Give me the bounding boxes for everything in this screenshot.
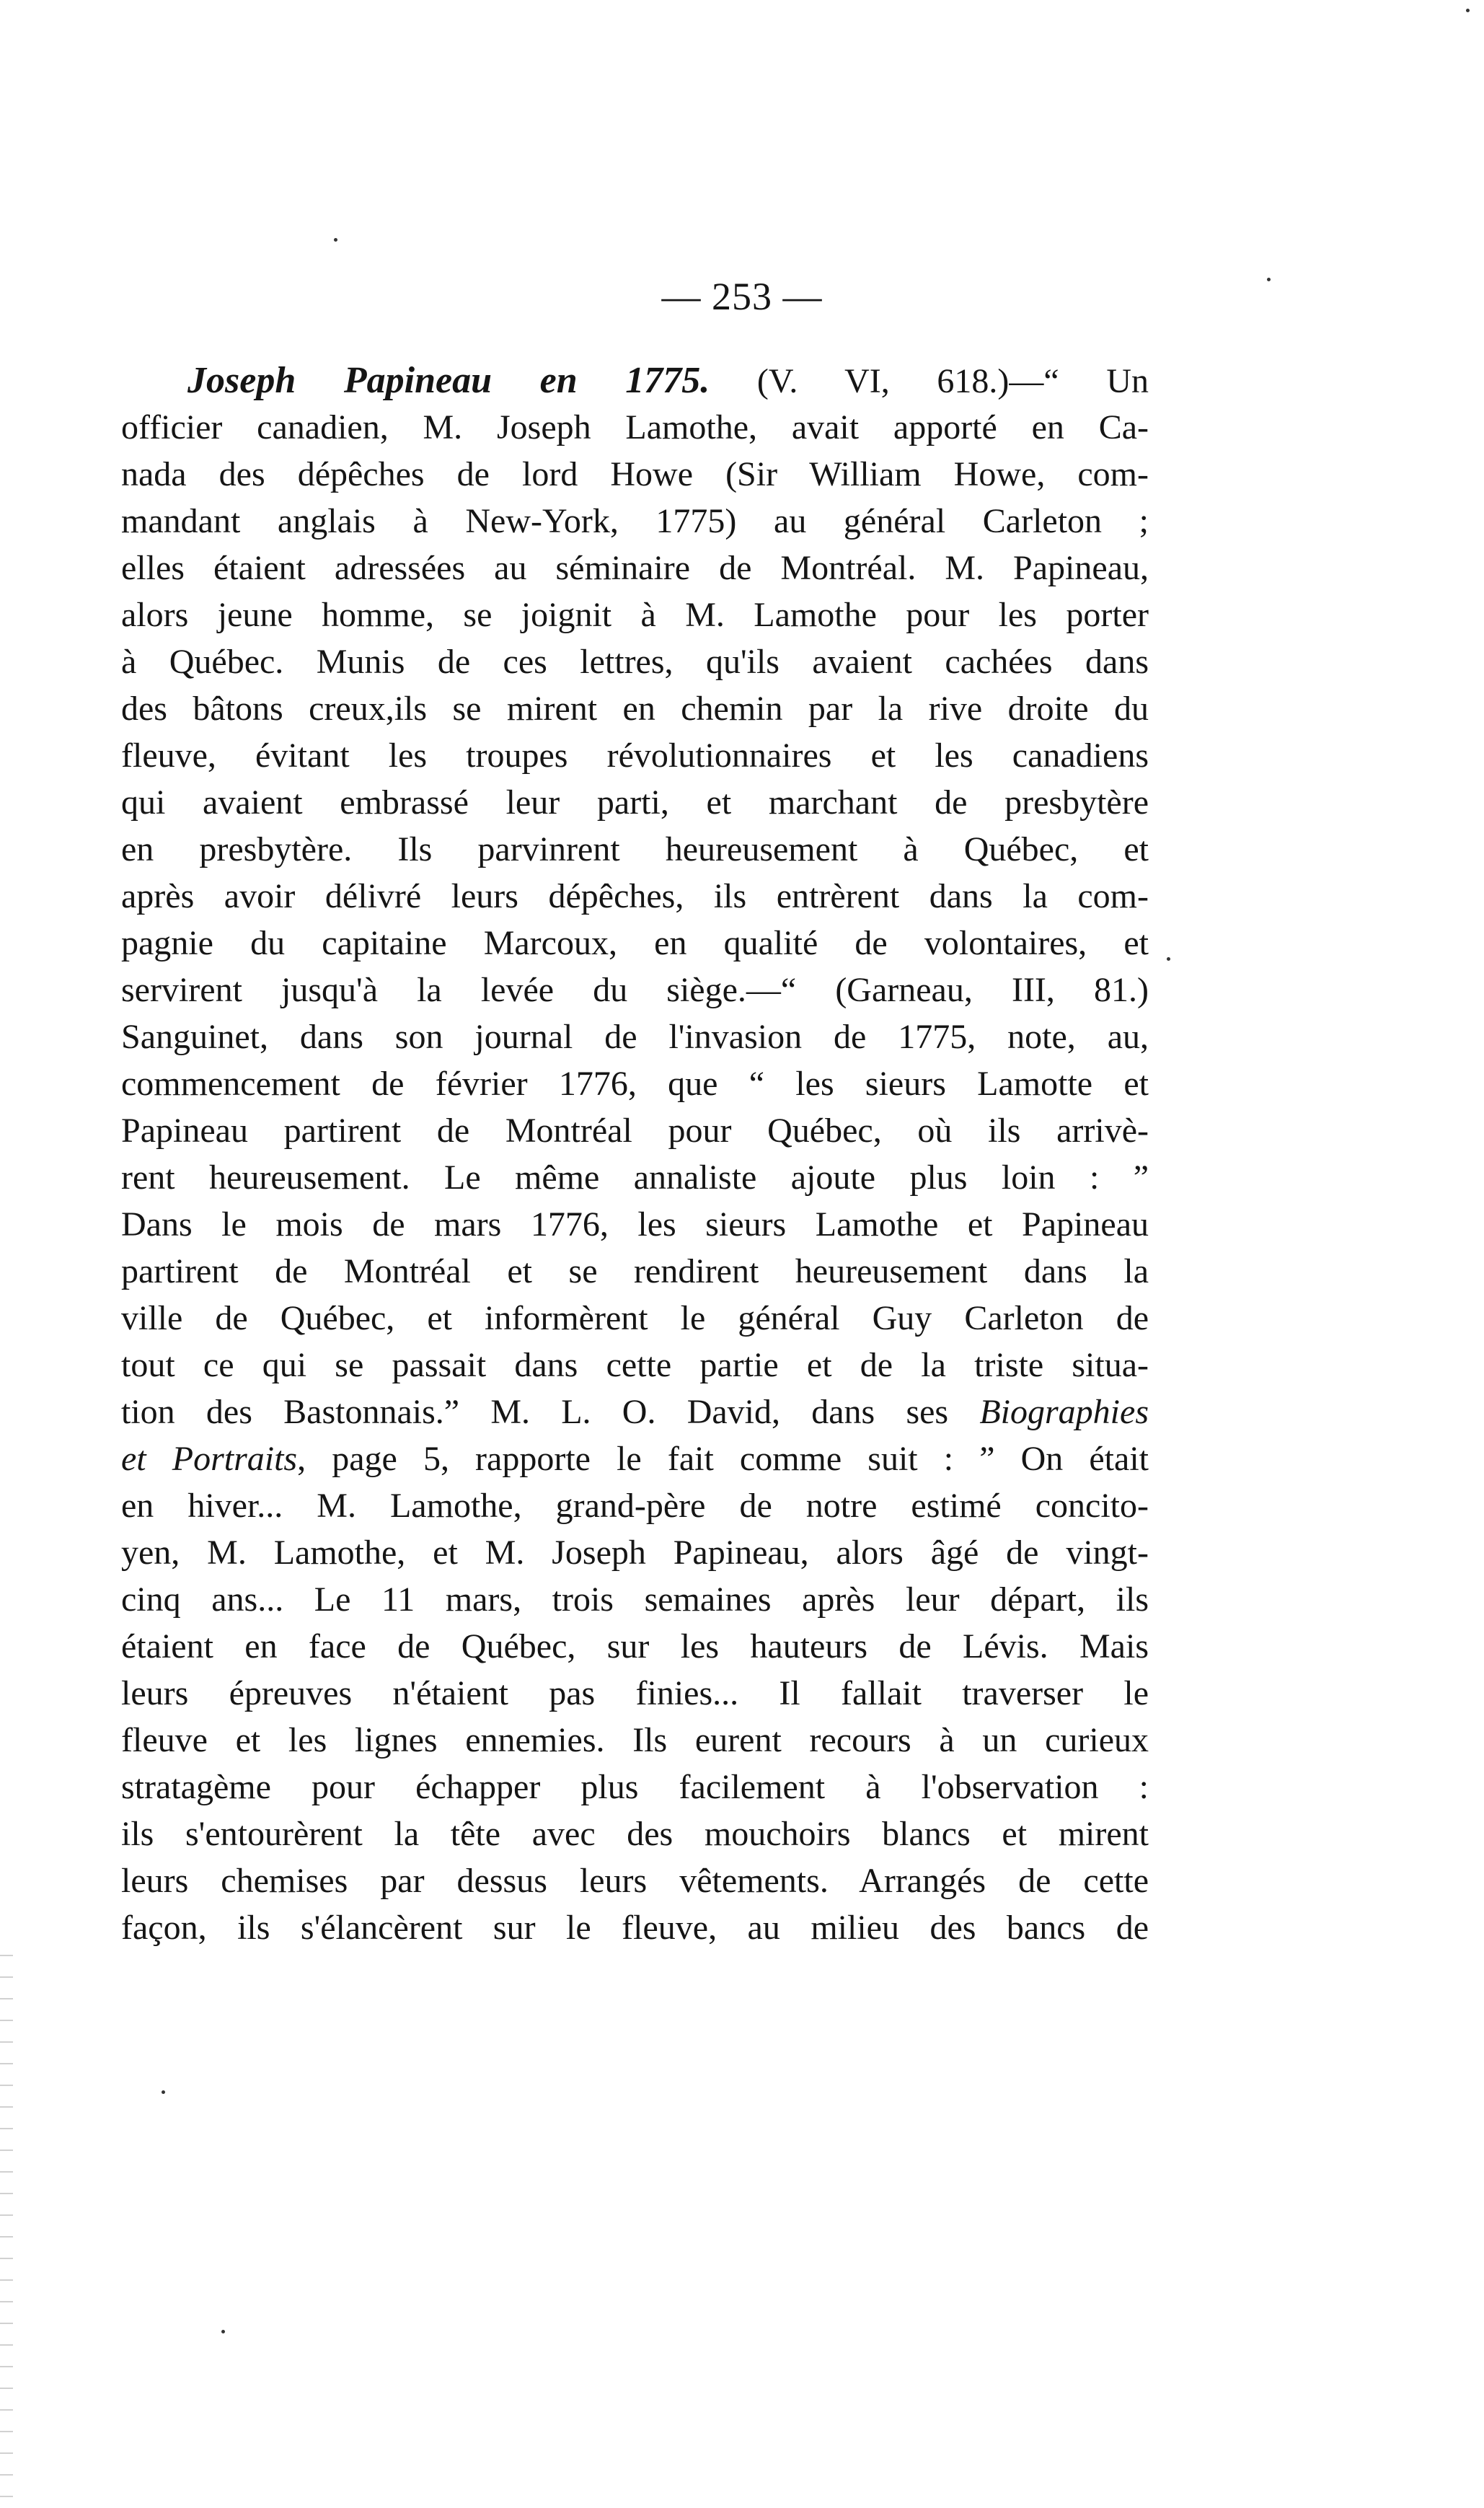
text-line: ville de Québec, et informèrent le général Guy Carleton de — [121, 1299, 1149, 1337]
italic-title: et Portraits — [121, 1440, 298, 1478]
text-line: elles étaient adressées au séminaire de Montréal. M. Papineau, — [121, 549, 1149, 587]
text-line: fleuve et les lignes ennemies. Ils eurent recours à un curieux — [121, 1721, 1149, 1759]
text-line: alors jeune homme, se joignit à M. Lamothe pour les porter — [121, 596, 1149, 634]
text-line: Papineau partirent de Montréal pour Québec, où ils arrivè- — [121, 1112, 1149, 1150]
text-line: des bâtons creux,ils se mirent en chemin par la rive droite du — [121, 690, 1149, 728]
paper-speck — [1267, 278, 1271, 281]
text-line: , page 5, rapporte le fait comme suit : ” On était — [297, 1440, 1149, 1478]
text-line: nada des dépêches de lord Howe (Sir William Howe, com- — [121, 455, 1149, 493]
text-line: pagnie du capitaine Marcoux, en qualité de volontaires, et — [121, 924, 1149, 962]
text-line: façon, ils s'élancèrent sur le fleuve, au milieu des bancs de — [121, 1909, 1149, 1947]
text-line: partirent de Montréal et se rendirent heureusement dans la — [121, 1252, 1149, 1290]
scan-edge-noise — [0, 1948, 13, 2508]
text-line: tout ce qui se passait dans cette partie et de la triste situa- — [121, 1346, 1149, 1384]
text-line-with-italic — [121, 1389, 1149, 1435]
text-line: en presbytère. Ils parvinrent heureusement à Québec, et — [121, 830, 1149, 868]
text-line: Sanguinet, dans son journal de l'invasion de 1775, note, au, — [121, 1018, 1149, 1056]
text-line: après avoir délivré leurs dépêches, ils entrèrent dans la com- — [121, 877, 1149, 915]
text-line: fleuve, évitant les troupes révolutionnaires et les canadiens — [121, 736, 1149, 775]
text-line: leurs chemises par dessus leurs vêtements. Arrangés de cette — [121, 1862, 1149, 1900]
text-line: rent heureusement. Le même annaliste ajoute plus loin : ” — [121, 1158, 1149, 1197]
text-line: servirent jusqu'à la levée du siège.—“ (Garneau, III, 81.) — [121, 971, 1149, 1009]
text-line: mandant anglais à New-York, 1775) au général Carleton ; — [121, 502, 1149, 540]
text-line: étaient en face de Québec, sur les hauteurs de Lévis. Mais — [121, 1627, 1149, 1666]
text-line: yen, M. Lamothe, et M. Joseph Papineau, alors âgé de vingt- — [121, 1534, 1149, 1572]
text-line: officier canadien, M. Joseph Lamothe, avait apporté en Ca- — [121, 408, 1149, 446]
text-line: qui avaient embrassé leur parti, et marchant de presbytère — [121, 783, 1149, 822]
paper-speck — [1466, 9, 1470, 12]
page-number: — 253 — — [661, 275, 823, 318]
text-line: à Québec. Munis de ces lettres, qu'ils avaient cachées dans — [121, 643, 1149, 681]
body-paragraph — [121, 357, 1149, 1951]
text-line: cinq ans... Le 11 mars, trois semaines après leur départ, ils — [121, 1580, 1149, 1619]
text-line: Dans le mois de mars 1776, les sieurs Lamothe et Papineau — [121, 1205, 1149, 1244]
paper-speck — [162, 2090, 165, 2094]
text-line: leurs épreuves n'étaient pas finies... Il fallait traverser le — [121, 1674, 1149, 1712]
text-line: ils s'entourèrent la tête avec des mouchoirs blancs et mirent — [121, 1815, 1149, 1853]
text-line: commencement de février 1776, que “ les sieurs Lamotte et — [121, 1065, 1149, 1103]
text-line: (V. VI, 618.)—“ Un — [710, 362, 1149, 400]
italic-title: Biographies — [979, 1393, 1149, 1431]
entry-heading: Joseph Papineau en 1775. — [187, 360, 710, 401]
paper-speck — [221, 2330, 225, 2333]
text-line: en hiver... M. Lamothe, grand-père de notre estimé concito- — [121, 1487, 1149, 1525]
paper-speck — [1167, 957, 1170, 961]
text-line-with-italic — [121, 1435, 1149, 1482]
text-line: tion des Bastonnais.” M. L. O. David, dans ses — [121, 1393, 949, 1431]
paragraph-first-line — [121, 357, 1149, 404]
paper-speck — [334, 238, 337, 242]
text-line: stratagème pour échapper plus facilement à l'observation : — [121, 1768, 1149, 1806]
